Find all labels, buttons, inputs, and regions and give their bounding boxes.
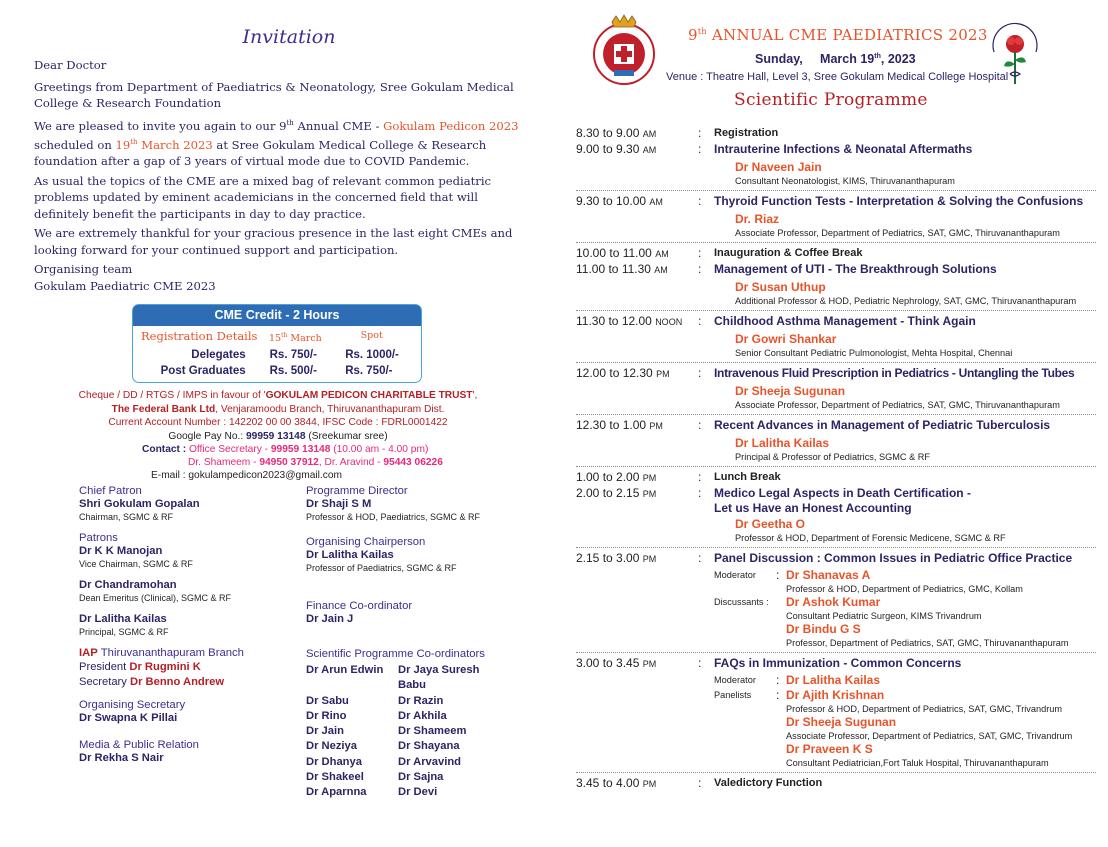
divider xyxy=(576,772,1096,773)
coordinator: Dr Jaya Suresh Babu xyxy=(398,664,480,692)
coordinator: Dr Dhanya xyxy=(306,755,362,768)
signature-line-1: Organising team xyxy=(34,262,133,277)
organising-team xyxy=(34,485,534,815)
coordinator-list xyxy=(306,663,546,801)
iap-logo-icon xyxy=(984,14,1046,92)
coordinator: Dr Shakeel xyxy=(306,771,364,784)
team-column-right: Programme Director Dr Shaji S M Professor & HOD, Paediatrics, SGMC & RF Organising Chairperson Dr Lalitha Kailas Professor of Paediatrics, SGMC & RF Finance Co-ordinator Dr Jain J Scientific Programme Co-ordinators Dr Arun Edwin Dr Jaya Suresh Babu Dr Sabu Dr Razin Dr Rino Dr Akhila Dr Jain Dr Shameem Dr Neziya Dr Shayana Dr Dhanya Dr Arvavind Dr Shakeel Dr Sajna Dr Aparnna Dr Devi xyxy=(306,485,546,810)
schedule-slot-uti: 11.00 to 11.30 AM : Management of UTI - The Breakthrough Solutions Dr Susan Uthup Additional Professor & HOD, Pediatric Nephrology, SAT, GMC, Thiruvananthapuram xyxy=(576,262,1077,306)
coordinator: Dr Arun Edwin xyxy=(306,664,384,676)
coordinator: Dr Arvavind xyxy=(398,755,462,768)
coordinator: Dr Sabu xyxy=(306,694,349,707)
payment-details: Cheque / DD / RTGS / IMPS in favour of 'GOKULAM PEDICON CHARITABLE TRUST', The Federal Bank Ltd, Venjaramoodu Branch, Thiruvananthapuram Dist. Current Account Number : 142202 00 00 3844, IFSC Code : FDRL0001422 Google Pay No.: 99959 13148 (Sreekumar sree) xyxy=(58,389,498,443)
coordinator: Dr Devi xyxy=(398,786,438,799)
schedule-slot-panel-discussion: 2.15 to 3.00 PM : Panel Discussion : Common Issues in Pediatric Office Practice Moderator : Dr Shanavas A Professor & HOD, Department of Pediatrics, GMC, Kollam Discussants : Dr Ashok Kumar Consultant Pediatric Surgeon, KIMS Trivandrum Dr Bindu G S Professor, Department of Pediatrics, SAT, GMC, Thiruvananthapuram xyxy=(576,551,1073,648)
coordinator: Dr Razin xyxy=(398,694,444,707)
schedule-slot-lunch: 1.00 to 2.00 PM : Lunch Break xyxy=(576,470,781,484)
salutation: Dear Doctor xyxy=(34,58,107,72)
schedule-slot-immunization: 3.00 to 3.45 PM : FAQs in Immunization - Common Concerns Moderator : Dr Lalitha Kailas Panelists : Dr Ajith Krishnan Professor & HOD, Department of Pediatrics, SAT, GMC, Trivandrum Dr Sheeja Sugunan Associate Professor, Department of Pediatrics, SAT, GMC, Trivandrum Dr Praveen K S Consultant Pediatrician,Fort Taluk Hospital, Thiruvananthapuram xyxy=(576,656,1073,768)
registration-header-row: Registration Details 15th March Spot xyxy=(141,329,383,345)
schedule xyxy=(576,126,1096,792)
divider xyxy=(576,310,1096,311)
divider xyxy=(576,547,1096,548)
schedule-slot-valedictory: 3.45 to 4.00 PM : Valedictory Function xyxy=(576,776,823,790)
schedule-slot-iv-fluid: 12.00 to 12.30 PM : Intravenous Fluid Prescription in Pediatrics - Untangling the Tubes Dr Sheeja Sugunan Associate Professor, Department of Pediatrics, SAT, GMC, Thiruvananthapuram xyxy=(576,366,1075,410)
signature-line-2: Gokulam Paediatric CME 2023 xyxy=(34,278,216,293)
invitation-letter xyxy=(34,57,534,294)
venue: Venue : Theatre Hall, Level 3, Sree Gokulam Medical College Hospital xyxy=(666,71,1009,83)
event-date: Sunday, March 19th, 2023 xyxy=(755,52,916,66)
schedule-slot-registration: 8.30 to 9.00 AM : Registration xyxy=(576,126,779,140)
divider xyxy=(576,190,1096,191)
coordinator: Dr Neziya xyxy=(306,740,357,753)
registration-row-post-graduates: Post Graduates Rs. 500/- Rs. 750/- xyxy=(160,365,393,378)
invitation-title: Invitation xyxy=(242,26,336,48)
schedule-slot-intrauterine: 9.00 to 9.30 AM : Intrauterine Infections & Neonatal Aftermaths Dr Naveen Jain Consultant Neonatologist, KIMS, Thiruvananthapuram xyxy=(576,142,973,186)
event-name: Gokulam Pedicon 2023 xyxy=(383,118,519,133)
cme-credit-box xyxy=(132,304,422,383)
letter-para-2: We are pleased to invite you again to our 9th Annual CME - Gokulam Pedicon 2023 scheduled on 19th March 2023 at Sree Gokulam Medical College & Research foundation after a gap of 3 years of virtual mode due to COVID Pandemic. xyxy=(34,118,519,169)
letter-para-4: We are extremely thankful for your gracious presence in the last eight CMEs and looking forward for your continued support and participation. xyxy=(34,226,513,257)
coordinator: Dr Akhila xyxy=(398,709,447,722)
coordinator: Dr Shayana xyxy=(398,740,460,753)
letter-para-1: Greetings from Department of Paediatrics & Neonatology, Sree Gokulam Medical College & Research Foundation xyxy=(34,79,514,110)
coordinator: Dr Jain xyxy=(306,725,344,738)
schedule-slot-asthma: 11.30 to 12.00 NOON : Childhood Asthma Management - Think Again Dr Gowri Shankar Senior Consultant Pediatric Pulmonologist, Mehta Hospital, Chennai xyxy=(576,314,1013,358)
coordinator: Dr Sajna xyxy=(398,771,444,784)
schedule-slot-medico-legal: 2.00 to 2.15 PM : Medico Legal Aspects in Death Certification - Let us Have an Honest Accounting Dr Geetha O Professor & HOD, Department of Forensic Medicene, SGMC & RF xyxy=(576,486,1006,543)
schedule-slot-tuberculosis: 12.30 to 1.00 PM : Recent Advances in Management of Pediatric Tuberculosis Dr Lalitha Kailas Principal & Professor of Pediatrics, SGMC & RF xyxy=(576,418,1051,462)
divider xyxy=(576,242,1096,243)
college-logo-icon xyxy=(590,14,658,86)
coordinator: Dr Rino xyxy=(306,709,347,722)
divider xyxy=(576,414,1096,415)
letter-para-3: As usual the topics of the CME are a mixed bag of relevant common pediatric problems updated by eminent academicians in the concerned field that will definitely benefit the participants in day to day practice. xyxy=(34,173,492,221)
programme-column xyxy=(574,12,1094,790)
cme-event-title: 9th ANNUAL CME PAEDIATRICS 2023 xyxy=(688,26,988,44)
coordinator: Dr Aparnna xyxy=(306,786,367,799)
scientific-programme-title: Scientific Programme xyxy=(734,90,928,110)
cme-credit-header: CME Credit - 2 Hours xyxy=(133,305,421,326)
account-number: Current Account Number : 142202 00 00 3844, IFSC Code : FDRL0001422 xyxy=(108,417,448,429)
divider xyxy=(576,362,1096,363)
divider xyxy=(576,652,1096,653)
email-address: E-mail : gokulampedicon2023@gmail.com xyxy=(151,470,342,481)
registration-row-delegates: Delegates Rs. 750/- Rs. 1000/- xyxy=(191,349,399,362)
programme-header xyxy=(574,12,1094,116)
schedule-slot-inauguration: 10.00 to 11.00 AM : Inauguration & Coffee Break xyxy=(576,246,863,260)
contact-info: Contact : Office Secretary - 99959 13148 (10.00 am - 4.00 pm) Dr. Shameem - 94950 37912, Dr. Aravind - 95443 06226 xyxy=(142,444,443,468)
schedule-slot-thyroid: 9.30 to 10.00 AM : Thyroid Function Tests - Interpretation & Solving the Confusions Dr. Riaz Associate Professor, Department of Pediatrics, SAT, GMC, Thiruvananthapuram xyxy=(576,194,1084,238)
coordinator: Dr Shameem xyxy=(398,725,467,738)
iap-branch: IAP Thiruvananthapuram Branch President Dr Rugmini K Secretary Dr Benno Andrew xyxy=(79,647,244,688)
team-column-left: Chief Patron Shri Gokulam Gopalan Chairman, SGMC & RF Patrons Dr K K Manojan Vice Chairman, SGMC & RF Dr Chandramohan Dean Emeritus (Clinical), SGMC & RF Dr Lalitha Kailas Principal, SGMC & RF IAP Thiruvananthapuram Branch President Dr Rugmini K Secretary Dr Benno Andrew Organising Secretary Dr Swapna K Pillai Media & Public Relation Dr Rekha S Nair xyxy=(79,485,299,774)
invitation-column xyxy=(34,26,534,815)
divider xyxy=(576,466,1096,467)
